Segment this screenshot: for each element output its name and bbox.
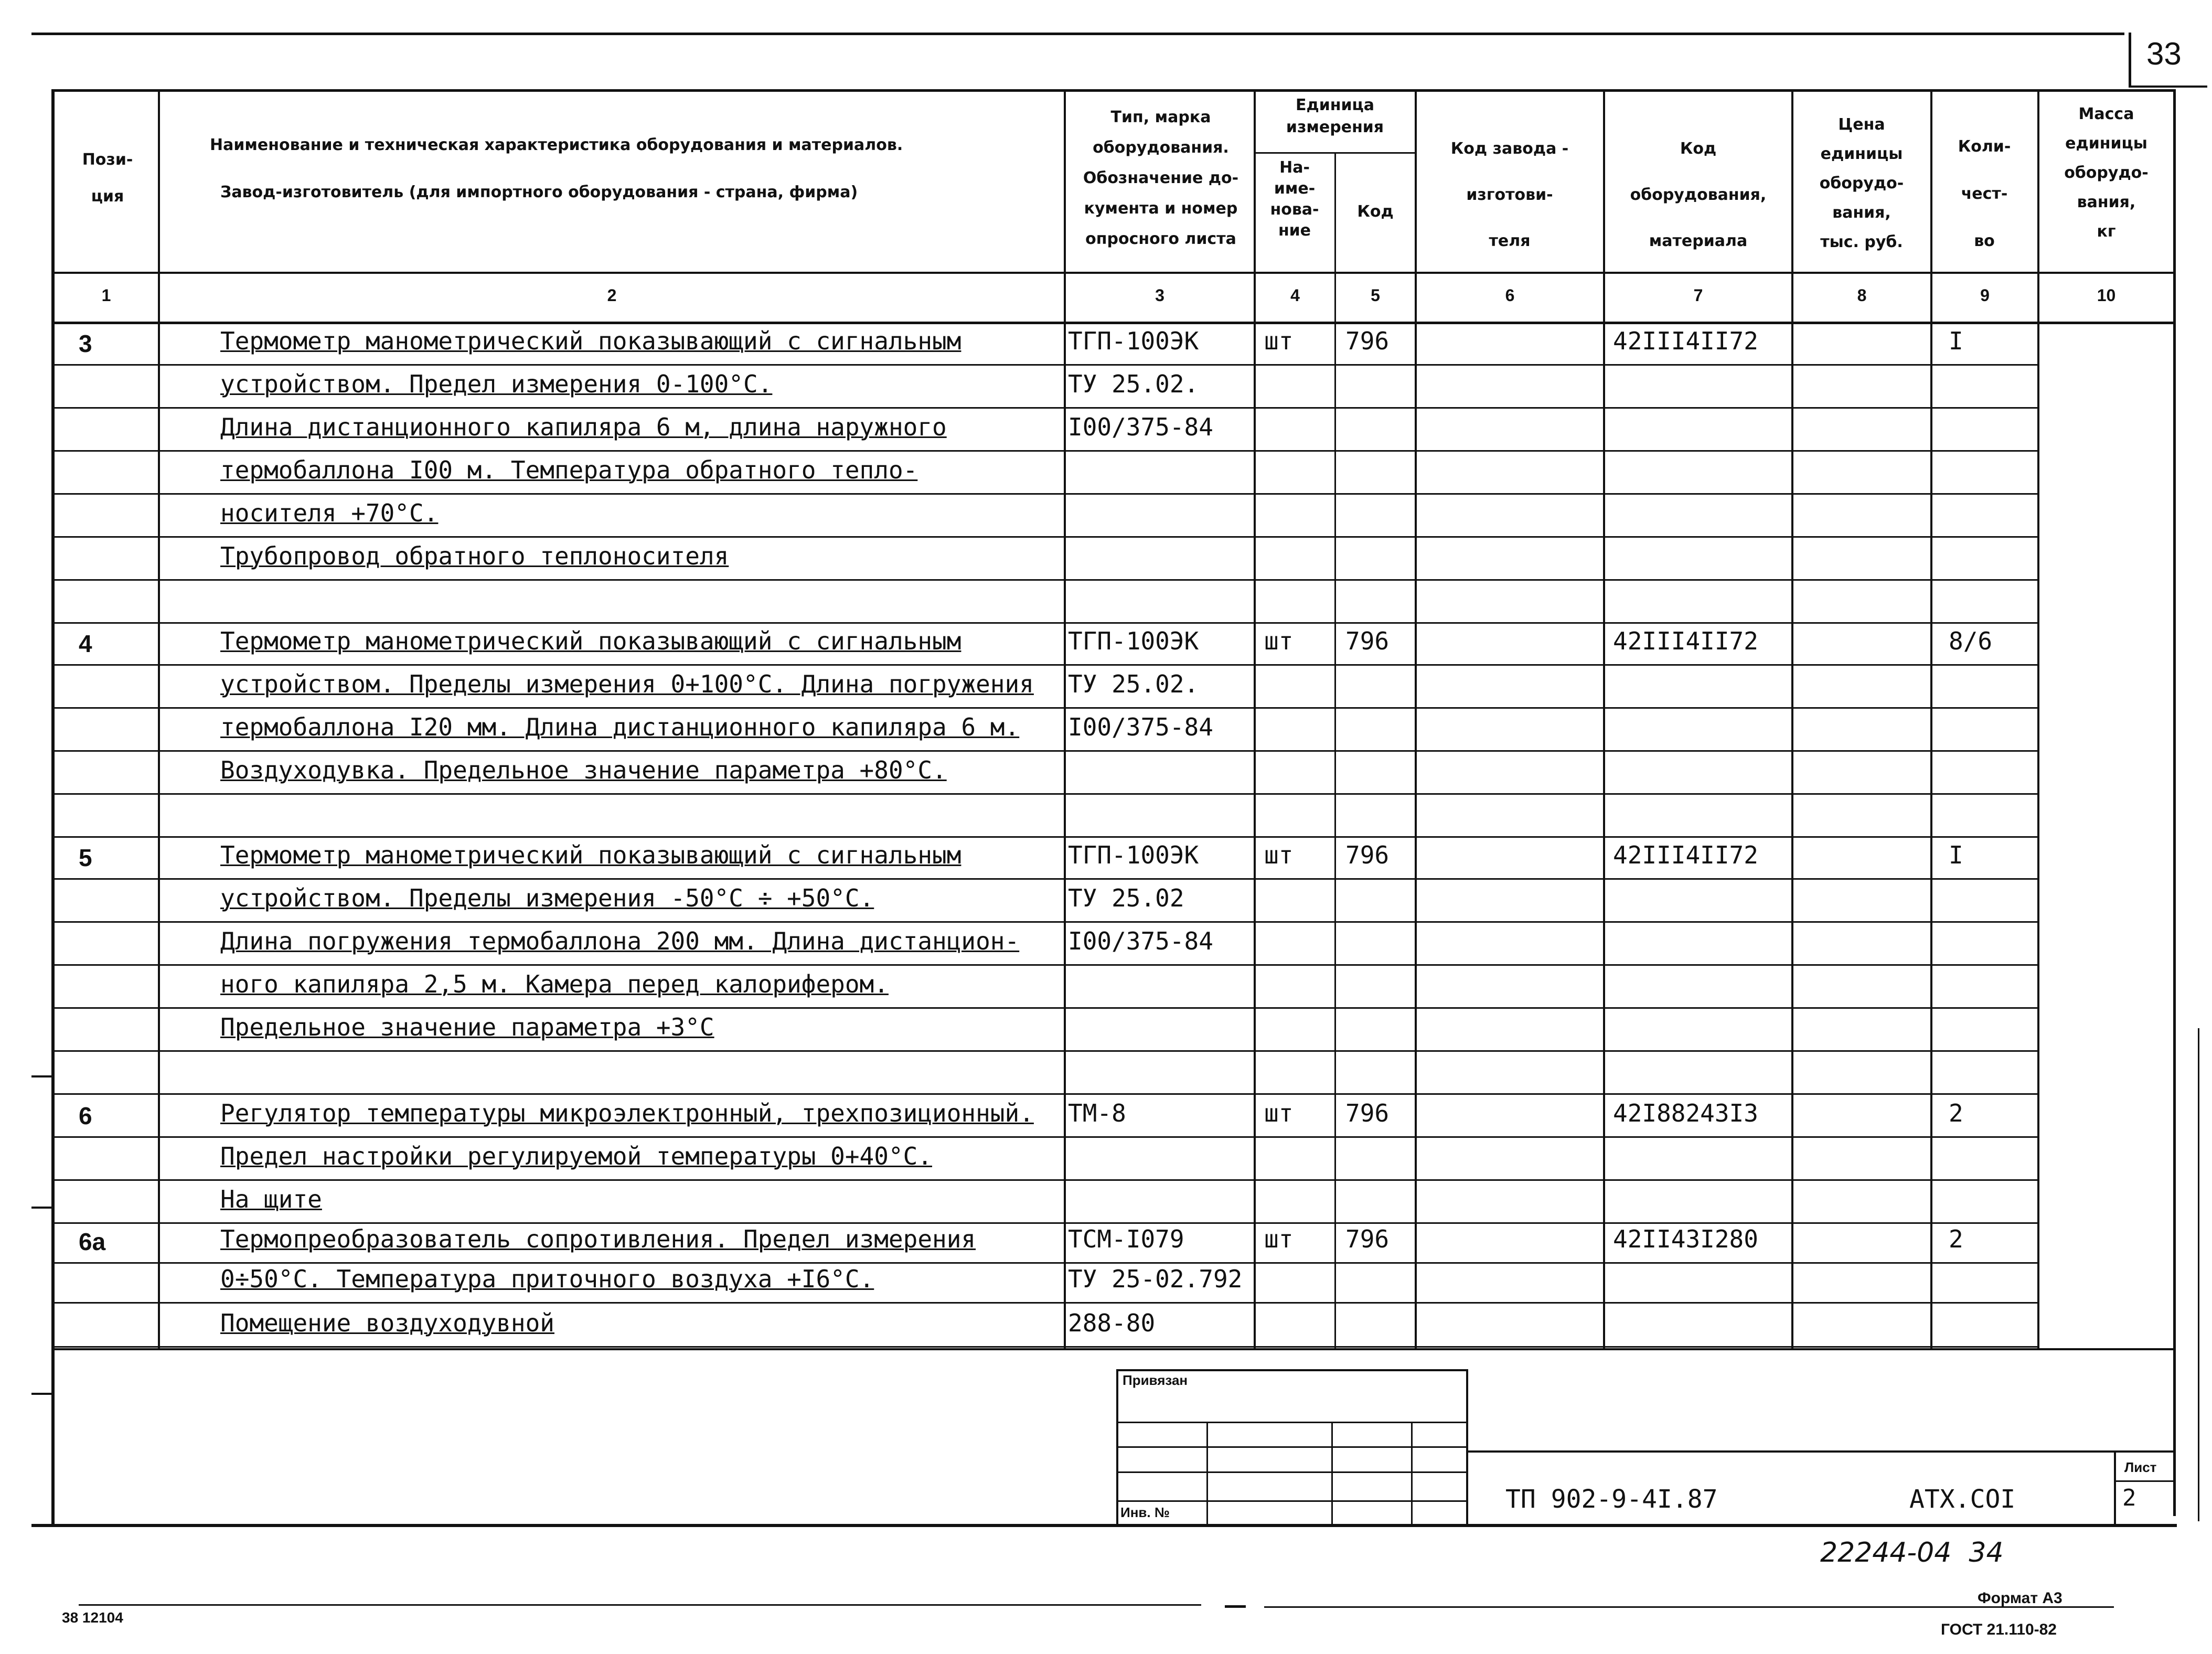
stamp-row1 [1116,1422,1468,1423]
row-unit: шт [1264,627,1294,655]
stamp-col2 [1331,1422,1333,1527]
header-type: Тип, марка оборудования. Обозначение до- кумента и номер опросного листа [1083,108,1239,248]
header-unit-name: На- име- нова- ние [1270,158,1319,240]
row-equipment-code: 42III4II72 [1613,841,1758,869]
row-quantity: 2 [1949,1099,1963,1127]
corner-box-left [2129,33,2131,88]
row-name: Длина погружения термобаллона 200 мм. Длина дистанцион- [220,927,1020,955]
row-position: 6а [79,1228,106,1255]
top-rule [31,33,2124,35]
row-type: ТУ 25-02.792 [1068,1265,1243,1293]
col-line-5 [1415,89,1417,1348]
row-name: носителя +70°С. [220,499,439,527]
margin-tick-1 [31,1075,52,1077]
row-type: I00/375-84 [1068,413,1213,441]
bottom-section-rule [51,1348,2176,1350]
doc-number: ТП 902-9-4I.87 [1505,1485,1718,1514]
row-type: ТСМ-I079 [1068,1225,1184,1253]
table-top-border [51,89,2176,92]
header-factory-code: Код завода - изготови- теля [1450,140,1569,250]
row-type: ТУ 25.02. [1068,370,1199,398]
colnum-10: 10 [2097,286,2116,305]
margin-tick-2 [31,1207,52,1209]
table-right-border [2173,89,2176,1516]
format-label: Формат А3 [1978,1589,2063,1607]
col-line-6 [1603,89,1605,1348]
row-name: устройством. Предел измерения 0-100°С. [220,370,773,398]
row-name: Воздуходувка. Предельное значение параметра +80°С. [220,756,947,784]
col-line-2 [1064,89,1066,1348]
sheet-corner-number: 33 [2146,36,2182,71]
colnum-3: 3 [1155,286,1164,305]
stamp-row3 [1116,1471,1468,1473]
row-type: I00/375-84 [1068,713,1213,741]
col-line-8 [1930,89,1932,1348]
sheet-cell-mid [2114,1480,2176,1482]
colnum-8: 8 [1857,286,1867,305]
header-equipment-code: Код оборудования, материала [1630,140,1767,250]
col-line-9 [2037,89,2039,1348]
stamp-inv-no: Инв. № [1120,1504,1170,1520]
row-quantity: I [1949,841,1963,869]
stamp-row4 [1116,1500,1468,1502]
row-type: 288-80 [1068,1309,1156,1337]
row-type: ТУ 25.02 [1068,884,1184,912]
row-name: Трубопровод обратного теплоносителя [220,542,729,570]
colnum-9: 9 [1980,286,1990,305]
footer-rule-2 [1225,1605,1246,1608]
row-name: Термопреобразователь сопротивления. Предел измерения [220,1225,976,1253]
row-name: Предел настройки регулируемой температуры 0+40°С. [220,1142,933,1170]
row-equipment-code: 42I88243I3 [1613,1099,1758,1127]
colnum-2: 2 [607,286,617,305]
row-equipment-code: 42III4II72 [1613,627,1758,655]
row-type: ТУ 25.02. [1068,670,1199,698]
row-unit-code: 796 [1345,1225,1390,1253]
row-name: Термометр манометрический показывающий с сигнальным [220,327,961,355]
row-type: ТГП-100ЭК [1068,841,1199,869]
sheet-value: 2 [2122,1485,2136,1511]
stamp-privyazan: Привязан [1123,1372,1188,1388]
colnum-7: 7 [1693,286,1703,305]
unit-group-divider [1254,152,1416,154]
row-type: ТМ-8 [1068,1099,1126,1127]
row-name: Предельное значение параметра +3°С [220,1013,714,1041]
corner-box-bottom [2129,86,2207,88]
frame-bottom-line [31,1524,2177,1527]
row-name: ного капиляра 2,5 м. Камера перед калорифером. [220,970,889,998]
row-divider [51,579,2039,581]
title-block-top [1468,1450,2176,1453]
row-name: термобаллона I00 м. Температура обратного тепло- [220,456,918,484]
sheet-label: Лист [2124,1459,2157,1475]
header-name-line1: Наименование и техническая характеристика оборудования и материалов. [210,136,903,154]
row-unit-code: 796 [1345,841,1390,869]
header-name-line2: Завод-изготовитель (для импортного оборудования - страна, фирма) [220,183,858,201]
row-name: устройством. Пределы измерения 0+100°С. Длина погружения [220,670,1034,698]
header-price: Цена единицы оборудо- вания, тыс. руб. [1819,115,1904,251]
row-quantity: I [1949,327,1963,355]
colnum-5: 5 [1371,286,1380,305]
header-quantity: Коли- чест- во [1958,137,2011,250]
stamp-right [1466,1369,1468,1527]
colnum-6: 6 [1505,286,1515,305]
row-unit-code: 796 [1345,1099,1390,1127]
row-divider [51,1346,2039,1348]
footer-rule-1 [79,1604,1201,1606]
doc-code: АТХ.COI [1909,1485,2016,1514]
row-unit-code: 796 [1345,627,1390,655]
handwritten-number: 22244-04 34 [1820,1537,2004,1568]
margin-tick-3 [31,1393,52,1395]
row-unit: шт [1264,1225,1294,1253]
row-type: ТГП-100ЭК [1068,327,1199,355]
stamp-col3 [1411,1422,1413,1527]
row-quantity: 8/6 [1949,627,1993,655]
row-type: ТГП-100ЭК [1068,627,1199,655]
footer-left-code: 38 12104 [62,1609,123,1626]
row-position: 5 [79,844,92,871]
right-margin-line [2198,1028,2199,1521]
header-position: Пози- ция [82,151,133,206]
row-name: Термометр манометрический показывающий с сигнальным [220,841,961,869]
row-position: 3 [79,330,92,357]
sheet-cell-left [2114,1450,2116,1527]
colnum-1: 1 [101,286,111,305]
stamp-top [1116,1369,1468,1371]
row-quantity: 2 [1949,1225,1963,1253]
row-divider [51,793,2039,795]
row-name: 0÷50°С. Температура приточного воздуха +I6°С. [220,1265,874,1293]
header-unit-group: Единица измерения [1286,96,1384,136]
row-name: На щите [220,1185,322,1213]
col-line-7 [1791,89,1793,1348]
row-position: 6 [79,1102,92,1129]
stamp-col1 [1206,1422,1208,1527]
row-name: устройством. Пределы измерения -50°С ÷ +50°С. [220,884,874,912]
row-type: I00/375-84 [1068,927,1213,955]
col-line-3 [1254,89,1256,1348]
row-unit: шт [1264,1099,1294,1127]
stamp-row2 [1116,1446,1468,1448]
row-name: термобаллона I20 мм. Длина дистанционного капиляра 6 м. [220,713,1020,741]
row-equipment-code: 42III4II72 [1613,327,1758,355]
header-mass: Масса единицы оборудо- вания, кг [2064,105,2149,241]
header-bottom-line [51,272,2176,274]
gost-label: ГОСТ 21.110-82 [1941,1621,2057,1638]
row-equipment-code: 42II43I280 [1613,1225,1758,1253]
row-name: Термометр манометрический показывающий с сигнальным [220,627,961,655]
colnum-4: 4 [1290,286,1300,305]
row-name: Регулятор температуры микроэлектронный, трехпозиционный. [220,1099,1034,1127]
row-divider [51,1179,2039,1181]
row-name: Помещение воздуходувной [220,1309,554,1337]
row-unit: шт [1264,841,1294,869]
row-name: Длина дистанционного капиляра 6 м, длина наружного [220,413,947,441]
row-unit: шт [1264,327,1294,355]
row-divider [51,1050,2039,1052]
col-line-1 [158,89,160,1348]
stamp-left [1116,1369,1118,1527]
header-unit-code: Код [1357,202,1394,221]
row-unit-code: 796 [1345,327,1390,355]
row-position: 4 [79,630,92,657]
